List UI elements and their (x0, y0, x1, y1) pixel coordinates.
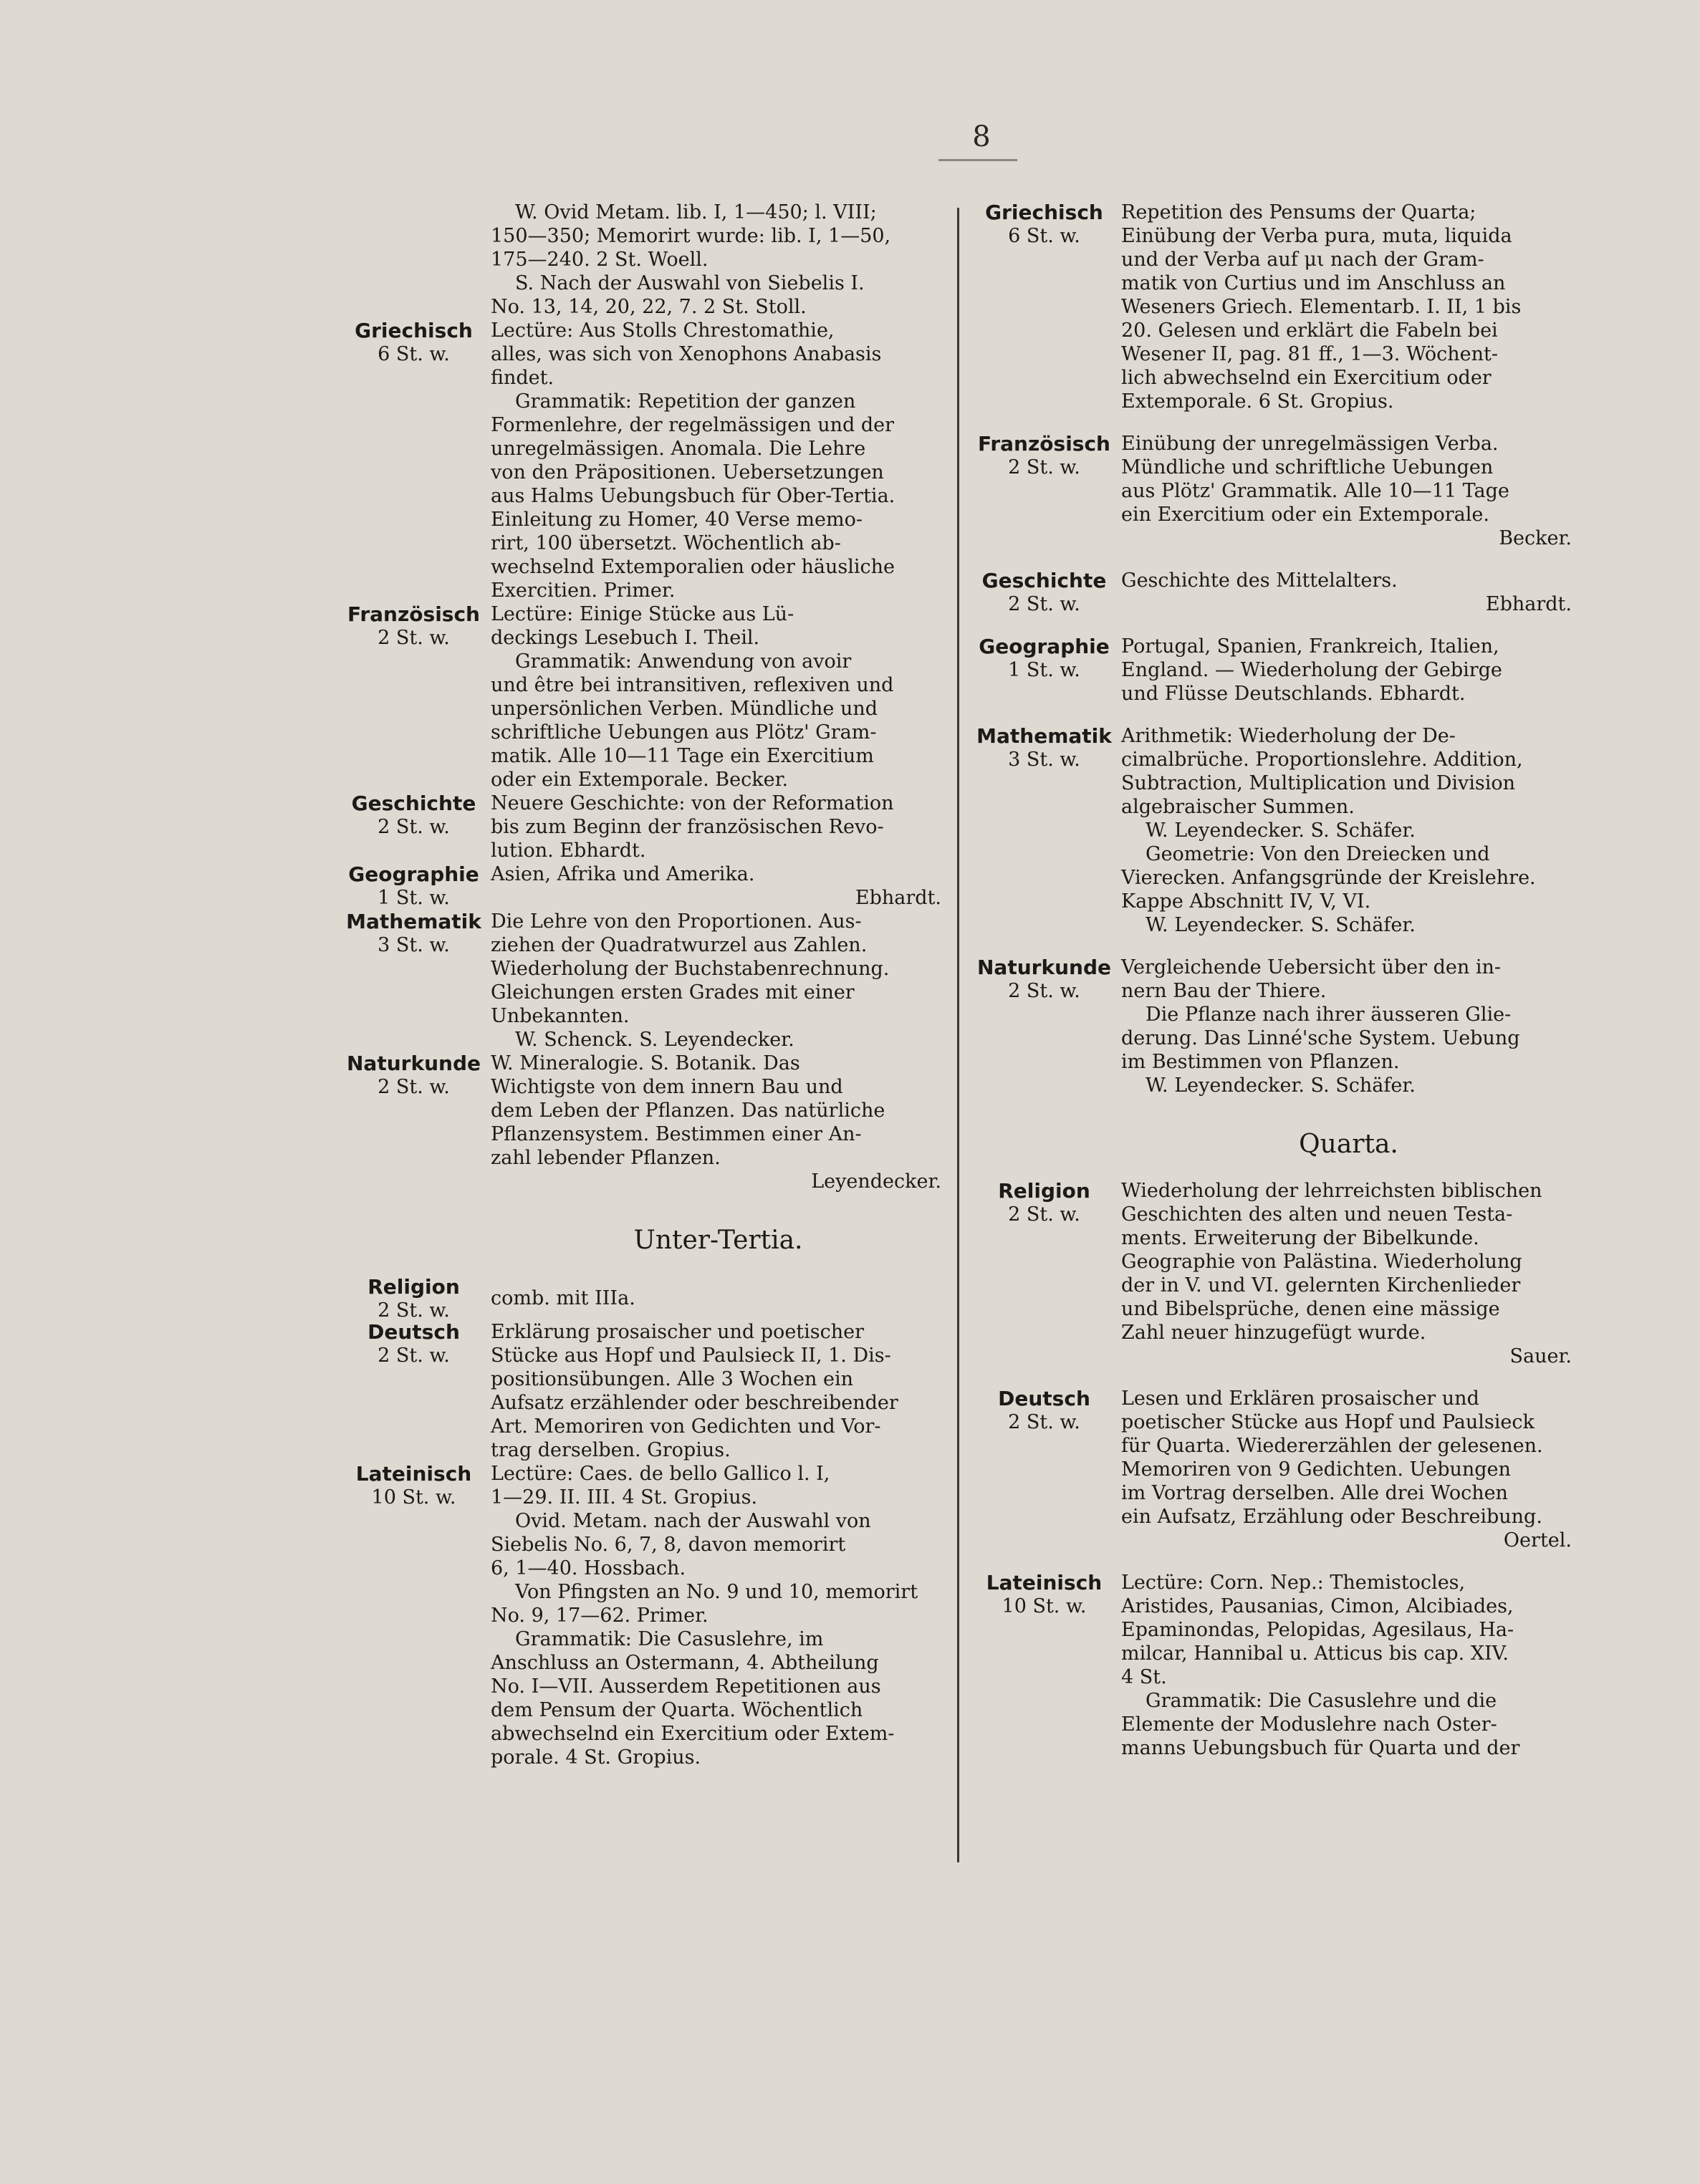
teacher-name: W. Leyendecker. S. Schäfer. (1146, 819, 1416, 842)
text-line: Wiederholung der Buchstabenrechnung. (491, 958, 890, 980)
text-line: Unbekannten. (491, 1005, 630, 1027)
subject-block-religion (967, 1179, 1576, 1368)
text-line: positionsübungen. Alle 3 Wochen ein (491, 1368, 854, 1390)
page-number-rule (938, 159, 1017, 161)
subject-hours: 3 St. w. (378, 934, 450, 956)
text-line: Von Pfingsten an No. 9 und 10, memorirt (515, 1581, 918, 1603)
subject-name: Religion (998, 1179, 1090, 1203)
text-line: Arithmetik: Wiederholung der De- (1121, 725, 1456, 747)
text-line: Geschichte des Mittelalters. (1121, 569, 1398, 592)
subject-block-mathematik (337, 910, 946, 1052)
subject-name: Mathematik (976, 724, 1112, 748)
subject-hours: 2 St. w. (1008, 1203, 1080, 1226)
text-line: im Vortrag derselben. Alle drei Wochen (1121, 1482, 1508, 1504)
subject-block-geographie (337, 862, 946, 910)
text-line: der in V. und VI. gelernten Kirchenlieder (1121, 1274, 1521, 1297)
text-line: Siebelis No. 6, 7, 8, davon memorirt (491, 1534, 846, 1556)
text-line: comb. mit IIIa. (491, 1287, 635, 1309)
text-line: bis zum Beginn der französischen Revo- (491, 816, 884, 838)
text-line: rirt, 100 übersetzt. Wöchentlich ab- (491, 532, 841, 554)
text-line: Art. Memoriren von Gedichten und Vor- (491, 1415, 881, 1438)
subject-block-deutsch (967, 1387, 1576, 1552)
subject-name: Naturkunde (347, 1052, 481, 1075)
text-line: Zahl neuer hinzugefügt wurde. (1121, 1322, 1426, 1344)
column-divider (957, 208, 959, 1862)
teacher-name: Leyendecker. (811, 1170, 941, 1193)
text-line: Extemporale. 6 St. Gropius. (1121, 390, 1394, 413)
text-line: und Flüsse Deutschlands. Ebhardt. (1121, 683, 1466, 705)
text-line: Geometrie: Von den Dreiecken und (1146, 843, 1490, 865)
text-line: oder ein Extemporale. Becker. (491, 769, 789, 791)
text-line: Stücke aus Hopf und Paulsieck II, 1. Dis- (491, 1344, 891, 1367)
text-line: Geschichten des alten und neuen Testa- (1121, 1203, 1513, 1226)
text-line: Einübung der unregelmässigen Verba. (1121, 433, 1499, 455)
text-line: Epaminondas, Pelopidas, Agesilaus, Ha- (1121, 1619, 1514, 1641)
text-line: Wesener II, pag. 81 ff., 1—3. Wöchent- (1121, 343, 1498, 365)
text-line: aus Halms Uebungsbuch für Ober-Tertia. (491, 485, 895, 507)
teacher-name: W. Leyendecker. S. Schäfer. (1146, 914, 1416, 936)
text-line: Grammatik: Die Casuslehre, im (515, 1628, 824, 1650)
text-line: 175—240. 2 St. Woell. (491, 249, 709, 271)
text-line: deckings Lesebuch I. Theil. (491, 627, 760, 649)
subject-block-deutsch (337, 1320, 946, 1462)
text-line: Repetition des Pensums der Quarta; (1121, 201, 1476, 223)
text-line: Vergleichende Uebersicht über den in- (1121, 956, 1502, 978)
text-line: porale. 4 St. Gropius. (491, 1746, 701, 1769)
text-line: Einübung der Verba pura, muta, liquida (1121, 225, 1512, 247)
subject-hours: 2 St. w. (378, 816, 450, 838)
text-line: algebraischer Summen. (1121, 796, 1355, 818)
subject-block-lateinisch (337, 1462, 946, 1769)
teacher-name: Ebhardt. (1485, 593, 1572, 615)
subject-name: Geographie (348, 862, 479, 886)
subject-hours: 2 St. w. (1008, 456, 1080, 478)
text-line: matik von Curtius und im Anschluss an (1121, 272, 1506, 294)
text-line: trag derselben. Gropius. (491, 1439, 731, 1461)
text-line: ein Exercitium oder ein Extemporale. (1121, 504, 1489, 526)
subject-name: Mathematik (346, 910, 481, 933)
subject-block-geographie (967, 635, 1576, 706)
text-line: Grammatik: Repetition der ganzen (515, 390, 856, 413)
text-line: Neuere Geschichte: von der Reformation (491, 792, 894, 814)
teacher-name: Oertel. (1503, 1529, 1572, 1552)
text-line: und der Verba auf μι nach der Gram- (1121, 249, 1484, 271)
text-line: Lectüre: Corn. Nep.: Themistocles, (1121, 1572, 1466, 1594)
subject-block-griechisch (967, 201, 1576, 413)
subject-block-lateinisch (967, 1571, 1576, 1760)
text-line: Grammatik: Anwendung von avoir (515, 650, 852, 673)
subject-name: Deutsch (998, 1387, 1090, 1410)
text-line: Memoriren von 9 Gedichten. Uebungen (1121, 1458, 1511, 1481)
teacher-name: W. Leyendecker. S. Schäfer. (1146, 1074, 1416, 1097)
text-line: und Bibelsprüche, denen eine mässige (1121, 1298, 1500, 1320)
text-line: alles, was sich von Xenophons Anabasis (491, 343, 882, 365)
subject-name: Geographie (979, 635, 1110, 658)
text-line: Formenlehre, der regelmässigen und der (491, 414, 895, 436)
text-line: lich abwechselnd ein Exercitium oder (1121, 367, 1492, 389)
text-line: Elemente der Moduslehre nach Oster- (1121, 1713, 1497, 1736)
text-line: zahl lebender Pflanzen. (491, 1147, 721, 1169)
subject-name: Religion (368, 1275, 460, 1299)
subject-block-religion (337, 1275, 946, 1322)
text-line: milcar, Hannibal u. Atticus bis cap. XIV. (1121, 1642, 1509, 1665)
teacher-name: Becker. (1499, 527, 1572, 549)
subject-hours: 2 St. w. (378, 627, 450, 649)
text-line: Einleitung zu Homer, 40 Verse memo- (491, 509, 863, 531)
text-line: lution. Ebhardt. (491, 840, 646, 862)
subject-hours: 2 St. w. (378, 1076, 450, 1098)
text-line: abwechselnd ein Exercitium oder Extem- (491, 1723, 895, 1745)
text-line: von den Präpositionen. Uebersetzungen (491, 461, 884, 484)
text-line: Geographie von Palästina. Wiederholung (1121, 1251, 1522, 1273)
text-line: Lectüre: Einige Stücke aus Lü- (491, 603, 794, 625)
text-line: 6, 1—40. Hossbach. (491, 1557, 686, 1579)
text-line: W. Ovid Metam. lib. I, 1—450; l. VIII; (515, 201, 877, 223)
text-line: Lesen und Erklären prosaischer und (1121, 1387, 1479, 1410)
left-column (337, 201, 946, 1769)
text-line: Wichtigste von dem innern Bau und (491, 1076, 843, 1098)
subject-block-franzoesisch (337, 602, 946, 792)
text-line: 20. Gelesen und erklärt die Fabeln bei (1121, 319, 1498, 342)
text-line: No. 9, 17—62. Primer. (491, 1605, 709, 1627)
text-line: Pflanzensystem. Bestimmen einer An- (491, 1123, 862, 1145)
page-number: 8 (972, 120, 991, 153)
text-line: No. 13, 14, 20, 22, 7. 2 St. Stoll. (491, 296, 807, 318)
teacher-name: W. Schenck. S. Leyendecker. (515, 1029, 794, 1051)
subject-hours: 2 St. w. (1008, 593, 1080, 615)
right-column (967, 201, 1576, 1760)
subject-name: Griechisch (355, 319, 473, 342)
text-line: Lectüre: Caes. de bello Gallico l. I, (491, 1463, 830, 1485)
subject-block-naturkunde (967, 956, 1576, 1097)
text-line: Weseners Griech. Elementarb. I. II, 1 bis (1121, 296, 1522, 318)
teacher-name: Sauer. (1509, 1345, 1572, 1367)
subject-hours: 6 St. w. (1008, 225, 1080, 247)
text-line: 1—29. II. III. 4 St. Gropius. (491, 1486, 758, 1509)
subject-block-franzoesisch (967, 432, 1576, 550)
text-line: 150—350; Memorirt wurde: lib. I, 1—50, (491, 225, 891, 247)
text-line: Subtraction, Multiplication und Division (1121, 772, 1516, 794)
text-line: nern Bau der Thiere. (1121, 980, 1327, 1002)
text-line: findet. (491, 367, 554, 389)
text-line: 4 St. (1121, 1666, 1167, 1688)
text-line: ein Aufsatz, Erzählung oder Beschreibung. (1121, 1506, 1542, 1528)
subject-block-griechisch (337, 319, 946, 602)
subject-block-naturkunde (337, 1052, 946, 1193)
text-line: Vierecken. Anfangsgründe der Kreislehre. (1121, 867, 1536, 889)
subject-block-geschichte (337, 792, 946, 862)
text-line: und être bei intransitiven, reflexiven und (491, 674, 894, 696)
subject-hours: 6 St. w. (378, 343, 450, 365)
text-line: England. — Wiederholung der Gebirge (1121, 659, 1502, 681)
text-line: schriftliche Uebungen aus Plötz' Gram- (491, 721, 877, 744)
subject-name: Geschichte (981, 569, 1107, 592)
text-line: Wiederholung der lehrreichsten biblischen (1121, 1180, 1542, 1202)
teacher-name: Ebhardt. (855, 887, 941, 909)
subject-hours: 10 St. w. (371, 1486, 456, 1509)
text-line: Die Pflanze nach ihrer äusseren Glie- (1146, 1004, 1512, 1026)
subject-name: Deutsch (368, 1320, 460, 1344)
text-line: manns Uebungsbuch für Quarta und der (1121, 1737, 1520, 1759)
subject-block-geschichte (967, 569, 1576, 616)
subject-name: Lateinisch (986, 1571, 1103, 1594)
subject-name: Griechisch (985, 201, 1103, 224)
text-line: Mündliche und schriftliche Uebungen (1121, 456, 1494, 478)
text-line: dem Pensum der Quarta. Wöchentlich (491, 1699, 863, 1721)
text-line: poetischer Stücke aus Hopf und Paulsieck (1121, 1411, 1535, 1433)
subject-name: Französisch (347, 602, 480, 626)
section-title-unter-tertia: Unter-Tertia. (633, 1226, 803, 1255)
text-line: cimalbrüche. Proportionslehre. Addition, (1121, 749, 1523, 771)
text-line: Aufsatz erzählender oder beschreibender (491, 1392, 898, 1414)
subject-hours: 1 St. w. (1008, 659, 1080, 681)
text-line: ziehen der Quadratwurzel aus Zahlen. (491, 934, 868, 956)
text-line: Exercitien. Primer. (491, 579, 676, 602)
subject-block-mathematik (967, 724, 1576, 937)
subject-name: Naturkunde (977, 956, 1111, 979)
text-line: Die Lehre von den Proportionen. Aus- (491, 910, 862, 933)
subject-name: Geschichte (351, 792, 476, 815)
subject-hours: 2 St. w. (378, 1344, 450, 1367)
text-line: matik. Alle 10—11 Tage ein Exercitium (491, 745, 874, 767)
text-line: Grammatik: Die Casuslehre und die (1146, 1690, 1497, 1712)
text-line: im Bestimmen von Pflanzen. (1121, 1051, 1400, 1073)
text-line: Aristides, Pausanias, Cimon, Alcibiades, (1121, 1595, 1514, 1617)
subject-name: Französisch (978, 432, 1110, 456)
text-line: wechselnd Extemporalien oder häusliche (491, 556, 895, 578)
subject-hours: 2 St. w. (378, 1299, 450, 1322)
text-line: Erklärung prosaischer und poetischer (491, 1321, 865, 1343)
subject-hours: 10 St. w. (1002, 1595, 1087, 1617)
subject-name: Lateinisch (355, 1462, 472, 1486)
text-line: Asien, Afrika und Amerika. (491, 863, 755, 885)
text-line: unpersönlichen Verben. Mündliche und (491, 698, 878, 720)
text-line: Lectüre: Aus Stolls Chrestomathie, (491, 319, 835, 342)
text-line: aus Plötz' Grammatik. Alle 10—11 Tage (1121, 480, 1509, 502)
text-line: Ovid. Metam. nach der Auswahl von (515, 1510, 871, 1532)
text-line: Kappe Abschnitt IV, V, VI. (1121, 890, 1371, 913)
text-line: W. Mineralogie. S. Botanik. Das (491, 1052, 800, 1074)
text-line: unregelmässigen. Anomala. Die Lehre (491, 438, 866, 460)
subject-hours: 2 St. w. (1008, 1411, 1080, 1433)
text-line: Portugal, Spanien, Frankreich, Italien, (1121, 635, 1499, 658)
section-title-quarta: Quarta. (1299, 1130, 1398, 1159)
text-line: ments. Erweiterung der Bibelkunde. (1121, 1227, 1479, 1249)
text-line: Gleichungen ersten Grades mit einer (491, 981, 855, 1004)
text-line: No. I—VII. Ausserdem Repetitionen aus (491, 1675, 881, 1698)
subject-hours: 3 St. w. (1008, 749, 1080, 771)
text-line: derung. Das Linné'sche System. Uebung (1121, 1027, 1520, 1049)
subject-hours: 1 St. w. (378, 887, 450, 909)
text-line: dem Leben der Pflanzen. Das natürliche (491, 1100, 885, 1122)
text-line: Anschluss an Ostermann, 4. Abtheilung (491, 1652, 879, 1674)
left-intro-block (491, 201, 946, 319)
text-line: S. Nach der Auswahl von Siebelis I. (515, 272, 865, 294)
subject-hours: 2 St. w. (1008, 980, 1080, 1002)
text-line: für Quarta. Wiedererzählen der gelesenen. (1121, 1435, 1543, 1457)
